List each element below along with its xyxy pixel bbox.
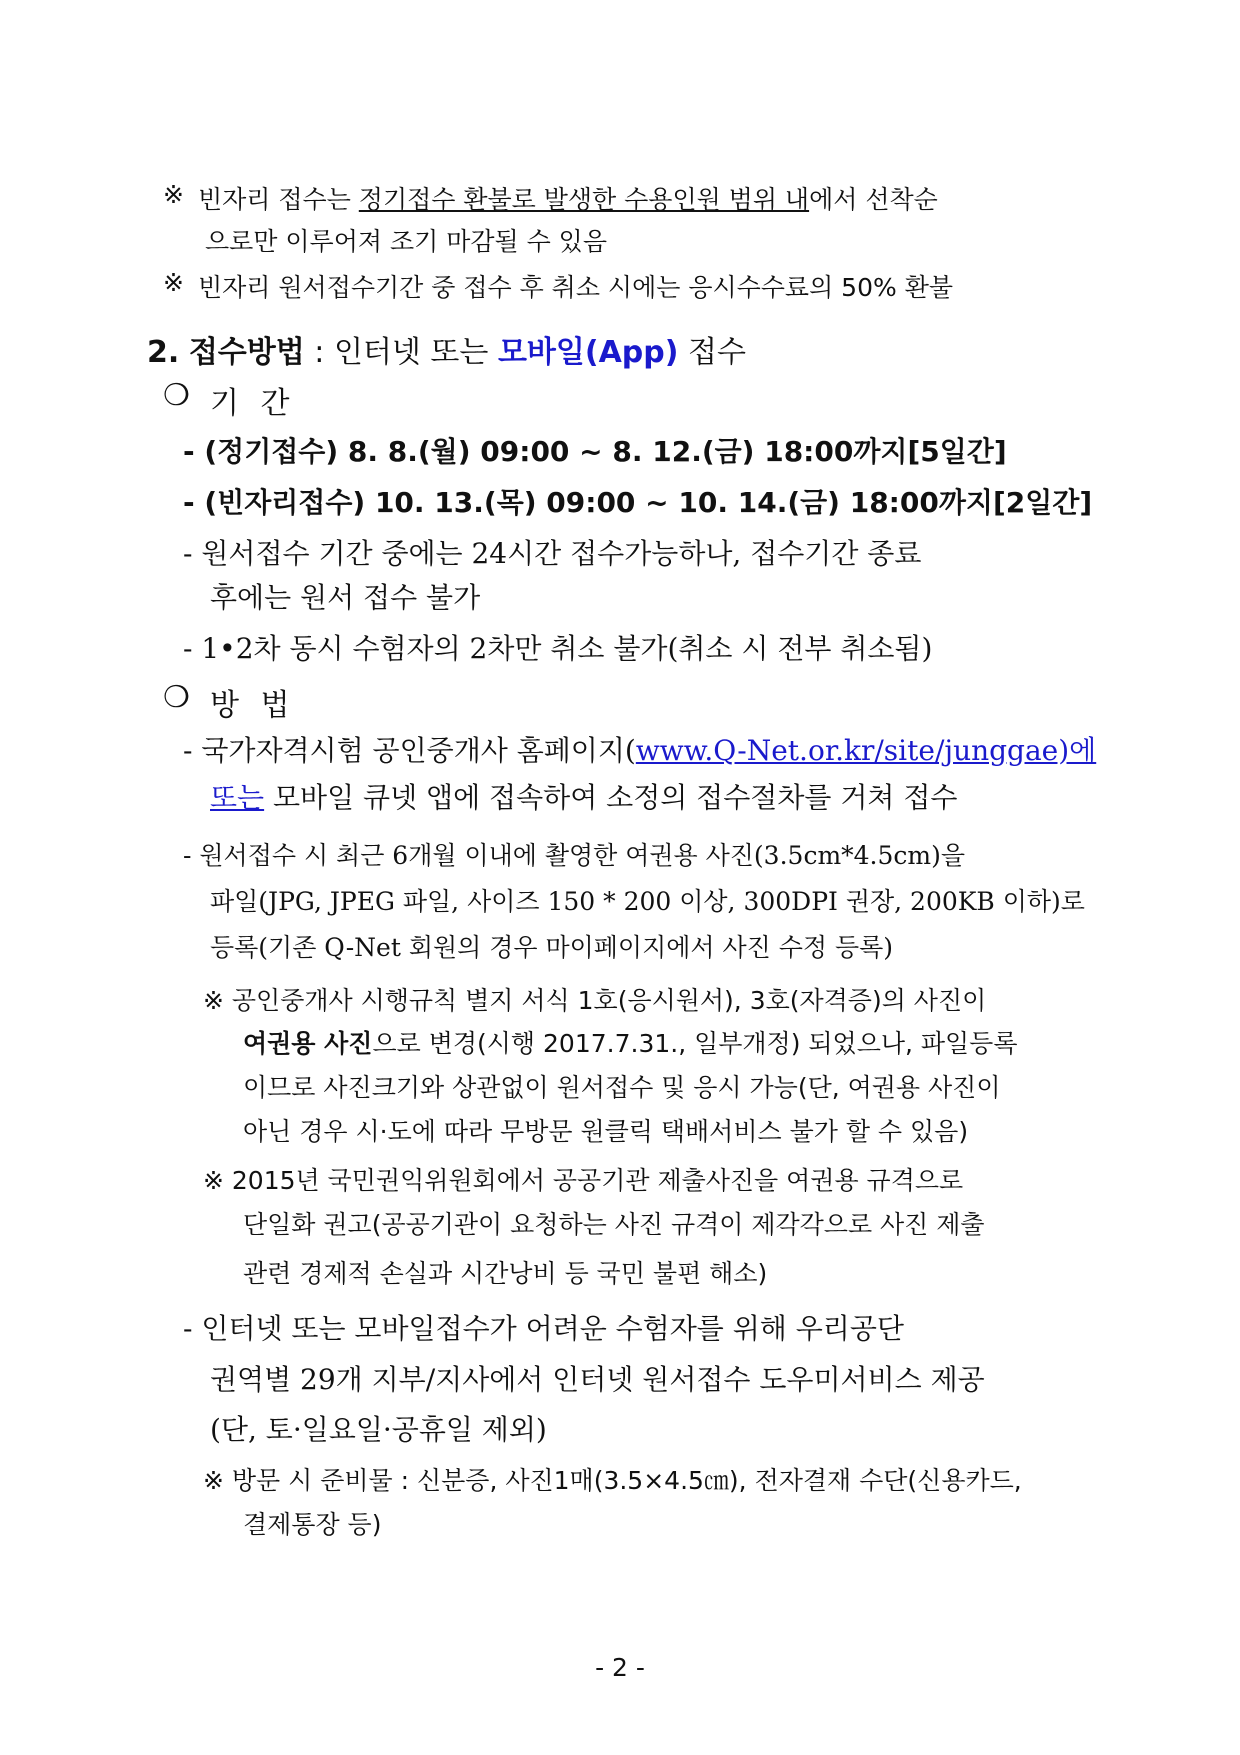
note-vacancy-1 [198, 180, 938, 216]
note-text: 빈자리 접수는 [198, 185, 359, 214]
method-bullet-icon: ❍ [163, 680, 190, 715]
section-colon: : [314, 335, 325, 370]
method-app-text: 모바일 큐넷 앱에 접속하여 소정의 접수절차를 거쳐 접수 [264, 781, 958, 814]
remark-2015-1: ※ 2015년 국민권익위원회에서 공공기관 제출사진을 여권용 규격으로 [203, 1166, 964, 1195]
method-photo-2: 파일(JPG, JPEG 파일, 사이즈 150 * 200 이상, 300DPI 권장, 200KB 이하)로 [210, 887, 1085, 916]
section-number: 2. [147, 335, 180, 370]
note-mark: ※ [163, 180, 184, 209]
remark-visit-2: 결제통장 등) [243, 1510, 382, 1539]
remark-passport-2 [243, 1024, 1018, 1060]
remark-passport-1: ※ 공인중개사 시행규칙 별지 서식 1호(응시원서), 3호(자격증)의 사진이 [203, 986, 987, 1015]
method-homepage-cont [210, 776, 957, 816]
remark-2015-3: 관련 경제적 손실과 시간낭비 등 국민 불편 해소) [243, 1259, 768, 1288]
method-homepage-text: - 국가자격시험 공인중개사 홈페이지( [183, 734, 636, 767]
method-helper-2: 권역별 29개 지부/지사에서 인터넷 원서접수 도우미서비스 제공 [210, 1363, 985, 1396]
note-underlined: 정기접수 환불로 발생한 수용인원 범위 내 [358, 185, 810, 214]
period-vacancy: - (빈자리접수) 10. 13.(목) 09:00 ~ 10. 14.(금) 18:00까지[2일간] [183, 486, 1093, 519]
period-cancel: - 1•2차 동시 수험자의 2차만 취소 불가(취소 시 전부 취소됨) [183, 632, 933, 665]
remark-passport-4: 아닌 경우 시·도에 따라 무방문 원클릭 택배서비스 불가 할 수 있음) [243, 1117, 969, 1146]
method-photo-3: 등록(기존 Q-Net 회원의 경우 마이페이지에서 사진 수정 등록) [210, 933, 894, 962]
method-heading: 방 법 [210, 688, 296, 723]
period-24h-cont: 후에는 원서 접수 불가 [210, 581, 481, 614]
remark-visit-1: ※ 방문 시 준비물 : 신분증, 사진1매(3.5×4.5㎝), 전자결재 수단(신용카드, [203, 1466, 1022, 1495]
link-or[interactable]: 또는 [210, 781, 265, 814]
note-refund: 빈자리 원서접수기간 중 접수 후 취소 시에는 응시수수료의 50% 환불 [198, 273, 953, 302]
section-mobile-app: 모바일(App) [497, 335, 679, 370]
period-heading: 기 간 [210, 386, 296, 421]
remark-passport-bold: 여권용 사진 [243, 1029, 373, 1058]
period-24h: - 원서접수 기간 중에는 24시간 접수가능하나, 접수기간 종료 [183, 537, 922, 570]
remark-2015-2: 단일화 권고(공공기관이 요청하는 사진 규격이 제각각으로 사진 제출 [243, 1210, 985, 1239]
period-regular: - (정기접수) 8. 8.(월) 09:00 ~ 8. 12.(금) 18:00까지[5일간] [183, 435, 1007, 468]
period-bullet-icon: ❍ [163, 378, 190, 413]
method-photo-1: - 원서접수 시 최근 6개월 이내에 촬영한 여권용 사진(3.5cm*4.5cm)을 [183, 841, 966, 870]
remark-passport-3: 이므로 사진크기와 상관없이 원서접수 및 응시 가능(단, 여권용 사진이 [243, 1073, 1001, 1102]
method-helper-1: - 인터넷 또는 모바일접수가 어려운 수험자를 위해 우리공단 [183, 1312, 904, 1345]
qnet-link[interactable]: www.Q-Net.or.kr/site/junggae)에 [635, 734, 1097, 767]
note-vacancy-1-cont: 으로만 이루어져 조기 마감될 수 있음 [205, 227, 607, 256]
note-text: 에서 선착순 [809, 185, 938, 214]
section-pre: 인터넷 또는 [333, 335, 498, 370]
section-post: 접수 [678, 335, 746, 370]
note-mark: ※ [163, 268, 184, 297]
method-homepage [183, 729, 1096, 769]
page-number: - 2 - [595, 1653, 645, 1682]
remark-passport-text: 으로 변경(시행 2017.7.31., 일부개정) 되었으나, 파일등록 [372, 1029, 1018, 1058]
section-title: 접수방법 [188, 335, 305, 370]
section-heading [147, 327, 746, 371]
method-helper-3: (단, 토·일요일·공휴일 제외) [210, 1413, 547, 1446]
